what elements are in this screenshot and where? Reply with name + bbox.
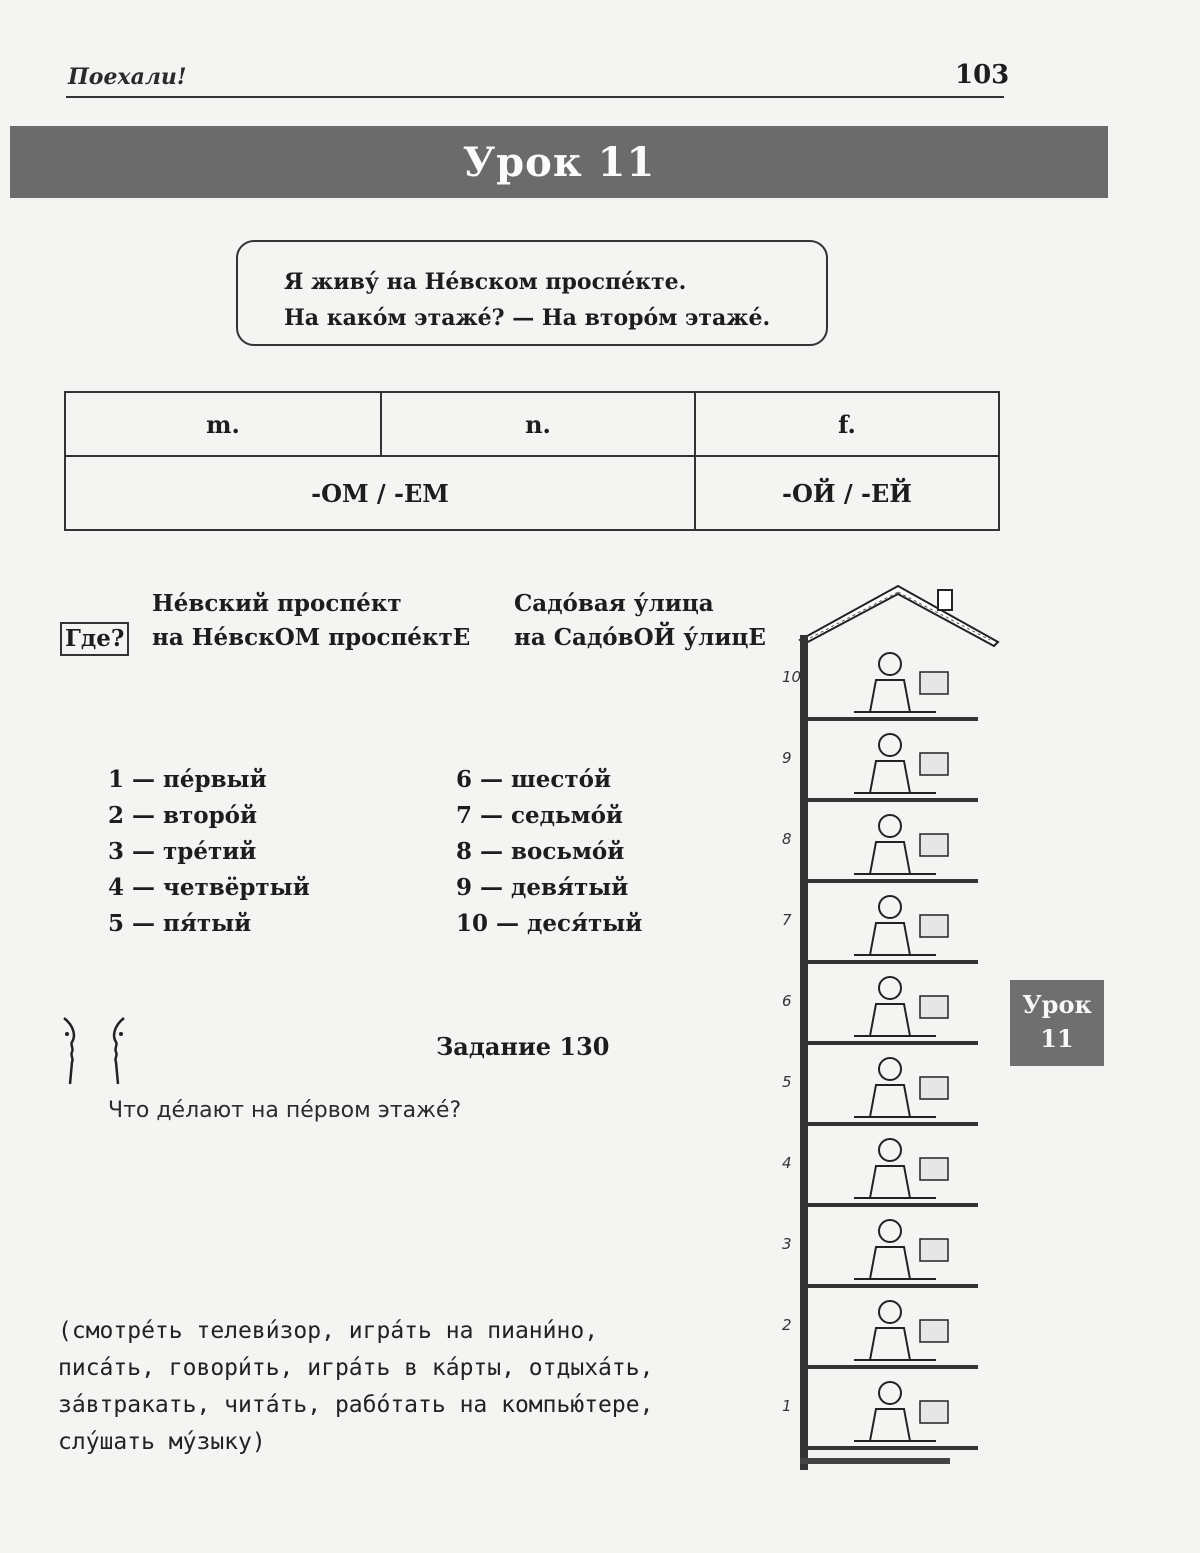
floor-scene-9 [854,734,948,793]
floor-slab-3 [808,1284,978,1288]
floor-slab-7 [808,960,978,964]
ordinal-10: 10 — деся́тый [456,910,643,937]
building-wall [800,635,808,1470]
side-tab-line-1: Урок [1022,990,1092,1019]
header-feminine: f. [695,392,999,456]
side-tab-line-2: 11 [1040,1024,1074,1053]
floor-number-1: 1 [782,1397,792,1415]
task-title: Задание 130 [436,1032,610,1061]
floor-scene-10 [854,653,948,712]
floor-number-8: 8 [782,830,792,848]
example-line-1: Я живу́ на Не́вском проспе́кте. [284,269,687,295]
floor-slab-10 [808,717,978,721]
ordinals-right-column [456,762,642,942]
example-box [236,240,828,346]
task-question: Что де́лают на пе́рвом этаже́? [108,1098,462,1123]
fem-nominative: Садо́вая у́лица [514,590,714,617]
ground-line [800,1458,950,1464]
floor-scene-2 [854,1301,948,1360]
floor-slab-1 [808,1446,978,1450]
hint-line-4: слу́шать му́зыку) [58,1429,266,1455]
roof [800,586,998,646]
hint-line-1: (смотре́ть телеви́зор, игра́ть на пиани́но, [58,1318,599,1344]
fem-prepositional: на Садо́вОЙ у́лицЕ [514,624,766,651]
floor-number-6: 6 [782,992,792,1010]
ordinal-2: 2 — второ́й [108,802,258,829]
masc-nominative: Не́вский проспе́кт [152,590,402,617]
floor-scene-5 [854,1058,948,1117]
header-neuter: n. [381,392,695,456]
ending-masc-neut: -ОМ / -ЕМ [65,456,695,530]
floor-number-4: 4 [782,1154,792,1172]
floor-number-5: 5 [782,1073,792,1091]
dialogue-faces-icon [56,1012,132,1088]
floor-scene-6 [854,977,948,1036]
floor-scene-7 [854,896,948,955]
floor-number-7: 7 [782,911,792,929]
ordinal-1: 1 — пе́рвый [108,766,267,793]
floor-slab-2 [808,1365,978,1369]
ordinal-9: 9 — девя́тый [456,874,629,901]
header-masculine: m. [65,392,381,456]
hint-line-2: писа́ть, говори́ть, игра́ть в ка́рты, отдыха́ть, [58,1355,654,1381]
floor-number-2: 2 [782,1316,792,1334]
endings-table [64,391,1000,531]
hint-line-3: за́втракать, чита́ть, рабо́тать на компью́тере, [58,1392,654,1418]
floor-slab-4 [808,1203,978,1207]
task-hint [58,1313,718,1461]
floor-scene-8 [854,815,948,874]
ordinal-6: 6 — шесто́й [456,766,612,793]
ordinal-5: 5 — пя́тый [108,910,252,937]
floor-number-10: 10 [782,668,802,686]
lesson-title-band [10,126,1108,198]
ending-fem: -ОЙ / -ЕЙ [695,456,999,530]
lesson-title: Урок 11 [462,138,656,186]
floor-slab-6 [808,1041,978,1045]
side-lesson-tab [1010,980,1104,1066]
floor-slab-8 [808,879,978,883]
ordinals-left-column [108,762,310,942]
ordinal-8: 8 — восьмо́й [456,838,625,865]
floor-scene-4 [854,1139,948,1198]
floor-scene-3 [854,1220,948,1279]
floor-number-9: 9 [782,749,792,767]
floor-number-3: 3 [782,1235,792,1253]
masc-prepositional: на Не́вскОМ проспе́ктЕ [152,624,471,651]
ordinal-4: 4 — четвёртый [108,874,310,901]
example-line-2: На како́м этаже́? — На второ́м этаже́. [284,305,771,331]
running-title: Поехали! [68,64,187,90]
ordinal-7: 7 — седьмо́й [456,802,623,829]
chimney [938,590,952,610]
page-number: 103 [955,60,1010,90]
where-question-box: Где? [60,622,129,656]
floor-slab-5 [808,1122,978,1126]
header-rule [66,96,1004,98]
floor-slab-9 [808,798,978,802]
building-illustration [770,580,1010,1480]
ordinal-3: 3 — тре́тий [108,838,257,865]
floor-scene-1 [854,1382,948,1441]
